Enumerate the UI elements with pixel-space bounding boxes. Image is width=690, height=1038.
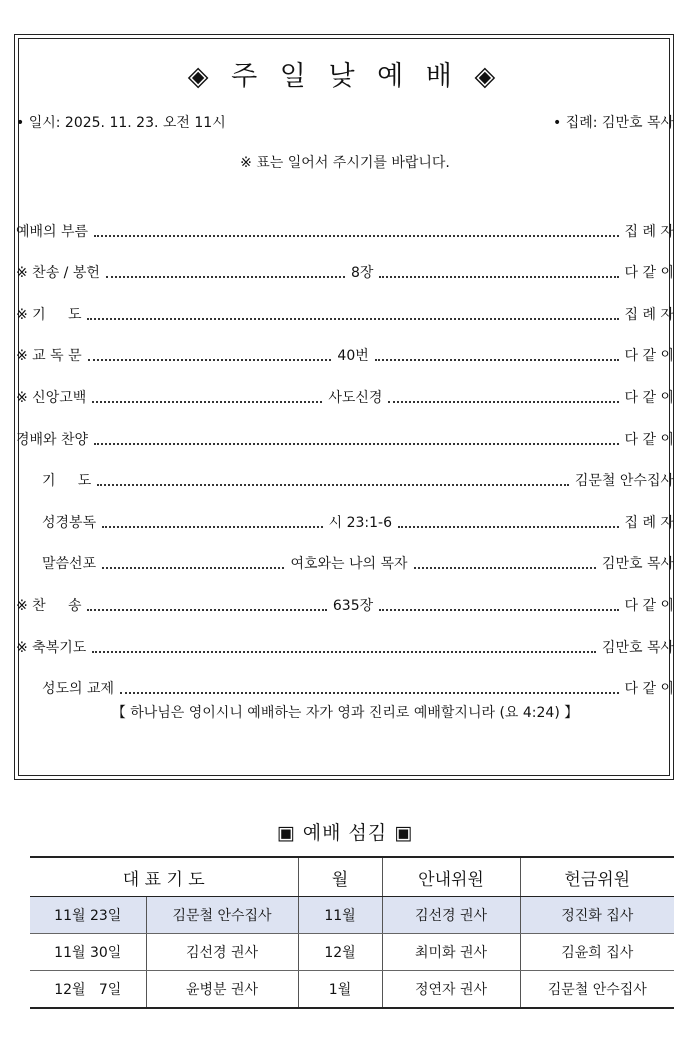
leader-dots: [102, 526, 323, 528]
leader-dots: [414, 567, 596, 569]
order-item: [42, 470, 674, 490]
leader-dots: [120, 692, 618, 694]
table-cell: 김문철 안수집사: [520, 971, 674, 1009]
leader-dots: [106, 276, 345, 278]
roles-table: [30, 856, 674, 1009]
order-person: 다 같 이: [624, 432, 674, 448]
order-detail: 8장: [351, 265, 374, 281]
order-item: [42, 512, 674, 532]
table-cell: 12월 7일: [30, 971, 146, 1009]
order-label: ※ 축복기도: [16, 640, 87, 656]
order-person: 다 같 이: [624, 598, 674, 614]
leader-dots: [88, 359, 332, 361]
table-row: [30, 934, 674, 971]
table-cell: 최미화 권사: [382, 934, 520, 971]
order-label: 기 도: [42, 473, 92, 489]
table-cell: 정연자 권사: [382, 971, 520, 1009]
leader-dots: [87, 609, 326, 611]
bulletin-frame: [14, 34, 674, 780]
order-item: [16, 221, 674, 241]
roles-title: ▣ 예배 섬김 ▣: [276, 822, 414, 844]
order-label: ※ 찬 송: [16, 598, 82, 614]
order-detail: 시 23:1-6: [328, 515, 392, 531]
order-label: ※ 신앙고백: [16, 390, 87, 406]
bible-verse: 【 하나님은 영이시니 예배하는 자가 영과 진리로 예배할지니라 (요 4:24) 】: [111, 705, 579, 721]
order-item: [16, 387, 674, 407]
order-person: 집 례 자: [624, 224, 674, 240]
order-item: [16, 595, 674, 615]
order-detail: 40번: [337, 348, 369, 364]
leader-dots: [379, 276, 618, 278]
leader-dots: [87, 318, 618, 320]
order-label: 성경봉독: [42, 515, 97, 531]
table-cell: 11월 23일: [30, 897, 146, 934]
leader-dots: [92, 401, 322, 403]
order-label: 성도의 교제: [42, 681, 115, 697]
order-detail: 사도신경: [328, 390, 383, 406]
table-cell: 김윤희 집사: [520, 934, 674, 971]
table-row: [30, 971, 674, 1009]
table-cell: 김선경 권사: [382, 897, 520, 934]
table-cell: 1월: [298, 971, 382, 1009]
leader-dots: [97, 484, 569, 486]
order-person: 집 례 자: [624, 307, 674, 323]
service-leader: • 집례: 김만호 목사: [553, 115, 674, 131]
leader-dots: [379, 609, 618, 611]
order-item: [16, 637, 674, 657]
leader-dots: [375, 359, 619, 361]
order-detail: 여호와는 나의 목자: [290, 556, 408, 572]
order-item: [16, 262, 674, 282]
order-person: 다 같 이: [624, 681, 674, 697]
order-item: [16, 345, 674, 365]
order-label: 예배의 부름: [16, 224, 89, 240]
order-label: 말씀선포: [42, 556, 97, 572]
order-label: ※ 교 독 문: [16, 348, 82, 364]
order-item: [42, 553, 674, 573]
order-person: 김만호 목사: [601, 556, 674, 572]
leader-dots: [94, 235, 618, 237]
table-cell: 윤병분 권사: [146, 971, 298, 1009]
order-label: ※ 찬송 / 봉헌: [16, 265, 100, 281]
column-header: 헌금위원: [520, 857, 674, 897]
order-person: 김문철 안수집사: [574, 473, 674, 489]
order-label: ※ 기 도: [16, 307, 82, 323]
leader-dots: [398, 526, 619, 528]
order-person: 다 같 이: [624, 390, 674, 406]
standing-notice: ※ 표는 일어서 주시기를 바랍니다.: [240, 155, 450, 171]
order-detail: 635장: [332, 598, 374, 614]
service-datetime: • 일시: 2025. 11. 23. 오전 11시: [16, 115, 226, 131]
leader-dots: [94, 443, 618, 445]
table-cell: 김문철 안수집사: [146, 897, 298, 934]
table-cell: 11월 30일: [30, 934, 146, 971]
order-item: [16, 429, 674, 449]
table-cell: 11월: [298, 897, 382, 934]
table-cell: 12월: [298, 934, 382, 971]
leader-dots: [102, 567, 284, 569]
column-header: 월: [298, 857, 382, 897]
order-person: 다 같 이: [624, 348, 675, 364]
order-item: [42, 678, 674, 698]
column-header: 안내위원: [382, 857, 520, 897]
service-title: ◈ 주 일 낮 예 배 ◈: [187, 61, 503, 92]
table-cell: 김선경 권사: [146, 934, 298, 971]
leader-dots: [388, 401, 618, 403]
bulletin-inner-frame: [18, 38, 670, 776]
table-header-row: [30, 857, 674, 897]
column-header: 대 표 기 도: [30, 857, 298, 897]
order-label: 경배와 찬양: [16, 432, 89, 448]
order-item: [16, 304, 674, 324]
table-cell: 정진화 집사: [520, 897, 674, 934]
order-person: 집 례 자: [624, 515, 674, 531]
table-row: [30, 897, 674, 934]
order-person: 김만호 목사: [601, 640, 674, 656]
order-person: 다 같 이: [624, 265, 675, 281]
leader-dots: [92, 651, 596, 653]
